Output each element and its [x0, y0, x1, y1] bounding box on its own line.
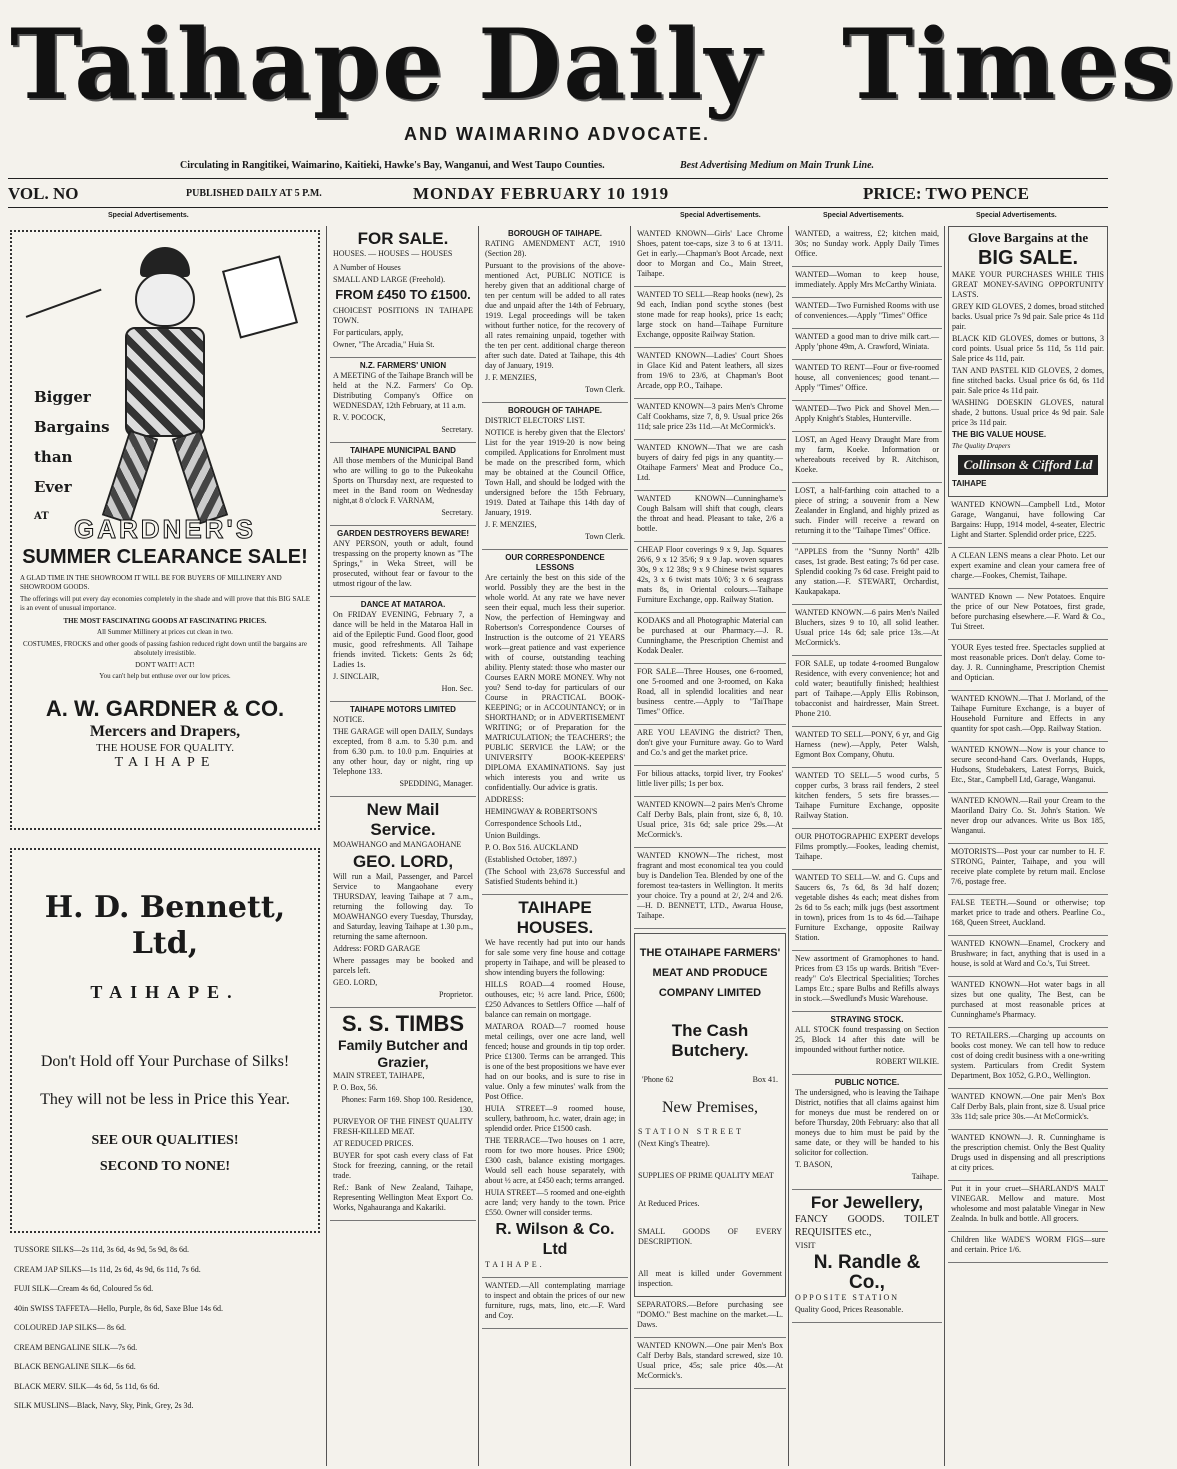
column-rule: [630, 226, 631, 1466]
slogan-line: Bargains: [34, 418, 110, 436]
advert-body: The undersigned, who is leaving the Taihape District, notifies that all claims against him for moneys due must be rendered on or before Thursday, 20th February: also that all moneys due to him must be paid by the same date, or they will be handed to his solicitor for collection.: [795, 1088, 939, 1157]
classified-ad: [948, 1232, 1108, 1263]
advert-line: At Reduced Prices.: [638, 1199, 700, 1208]
advert-body: FOR SALE—Three Houses, one 6-roomed, one 5-roomed and one 3-roomed, on Kaka Road, all in splendid localities and near business centre.—Apply to "TaiThape Times" Office.: [637, 667, 783, 716]
advert-line: (Established October, 1897.): [485, 855, 577, 864]
cartoon-arm: [26, 289, 105, 326]
advert-heading: GEO. LORD,: [352, 852, 454, 871]
advert-price: FROM £450 TO £1500.: [335, 287, 471, 302]
bennett-advert: [10, 848, 320, 1233]
silk-price-item: 40in SWISS TAFFETA—Hello, Purple, 8s 6d, Saxe Blue 14s 6d.: [14, 1303, 224, 1313]
classified-ad: [792, 360, 942, 401]
advert-body: WANTED—Two Furnished Rooms with use of conveniences.—Apply "Times" Office: [795, 301, 939, 320]
classified-ad: [948, 977, 1108, 1028]
garden-notice: [330, 526, 476, 597]
advert-body: Will run a Mail, Passenger, and Parcel Service to Mangaohane every THURSDAY, leaving Taihape at 7 a.m., returning the following day. To MOAWHANGO every Tuesday, Thursday, and Saturday, leaving Taihape at 1.30 p.m., returning the same afternoon.: [333, 872, 473, 941]
collinson-logo-caption: The Quality Drapers: [952, 442, 1011, 450]
advert-line: 'Phone 62: [642, 1075, 674, 1084]
advert-body: OUR PHOTOGRAPHIC EXPERT develops Films promptly.—Fookes, leading chemist, Taihape.: [795, 832, 939, 861]
advert-body: WANTED KNOWN—Cunninghame's Cough Balsam will shift that cough, clears the throat and head. Pleasant to take, 2/6 a bottle.: [637, 494, 783, 533]
advert-line: VISIT: [795, 1241, 816, 1250]
classified-ad: [634, 348, 786, 399]
advert-heading: OUR CORRESPONDENCE LESSONS: [505, 553, 605, 572]
farmers-union-notice: [330, 358, 476, 443]
classified-ad: [634, 725, 786, 766]
cartoon-newspaper: [222, 255, 298, 338]
silk-price-item: TUSSORE SILKS—2s 11d, 3s 6d, 4s 9d, 5s 9d, 8s 6d.: [14, 1245, 190, 1254]
special-label-3: Special Advertisements.: [823, 212, 904, 219]
classified-ad: [792, 226, 942, 267]
classified-ad: [948, 640, 1108, 691]
advert-body: WANTED TO SELL—PONY, 6 yr, and Gig Harness (new).—Apply, Peter Walsh, Egmont Box Company, Ohutu.: [795, 730, 939, 759]
advert-line: Union Buildings.: [485, 831, 541, 840]
qualities-line: SECOND TO NONE!: [99, 1159, 231, 1174]
column-4: [634, 226, 786, 1466]
correspondence-advert: [482, 550, 628, 895]
advert-heading: R. Wilson & Co. Ltd: [495, 1221, 615, 1258]
advert-body: MOTORISTS—Post your car number to H. F. STRONG, Painter, Taihape, and you will receive plate complete by return mail. Enclose 7/6, postage free.: [951, 847, 1105, 886]
advert-line: Address: FORD GARAGE: [333, 944, 421, 953]
slogan-line: than: [34, 448, 73, 466]
advert-line: (The School with 23,678 Successful and Satisfied Students behind it.): [485, 867, 625, 886]
advert-line: RATING AMENDMENT ACT, 1910 (Section 28).: [485, 239, 625, 258]
classified-ad: [634, 766, 786, 797]
house-listing: HUIA STREET—9 roomed house, scullery, bathroom, h.c. water, drain age; in splendid order. Price £1500 cash.: [485, 1104, 625, 1133]
advert-signature: J. F. MENZIES,: [485, 373, 537, 382]
silk-notice: Don't Hold off Your Purchase of Silks!: [40, 1053, 290, 1070]
classified-ad: [948, 895, 1108, 936]
advert-signature: ROBERT WILKIE.: [875, 1057, 939, 1066]
silk-price-item: CREAM JAP SILKS—1s 11d, 2s 6d, 4s 9d, 6s 11d, 7s 6d.: [14, 1264, 201, 1274]
column-rule: [478, 226, 479, 1466]
advert-line: HEMINGWAY & ROBERTSON'S: [485, 807, 598, 816]
advert-heading: N. Randle & Co.,: [813, 1252, 921, 1293]
house-listing: HUIA STREET—5 roomed and one-eighth acre land; very handy to the town. Price £550. Owner will consider terms.: [485, 1188, 625, 1217]
advert-signature: J. F. MENZIES,: [485, 520, 537, 529]
gardner-trade: Mercers and Drapers,: [89, 723, 241, 740]
advert-signature: J. SINCLAIR,: [333, 672, 380, 681]
advert-body: A MEETING of the Taihape Branch will be held at the N.Z. Farmers' Co Op. Distributing Company's Office on WEDNESDAY, 12th February, at 11 a.m.: [333, 371, 473, 410]
advert-body: On FRIDAY EVENING, February 7, a dance will be held in the Mataroa Hall in aid of the Epileptic Fund. Good floor, good music, good refreshments. All Taihape friends invited. Tickets: Gents 2s 6d; Ladies 1s.: [333, 610, 473, 669]
advert-line: P. O. Box, 56.: [333, 1083, 378, 1092]
advert-heading: TAIHAPE MUNICIPAL BAND: [350, 446, 456, 455]
advert-signature: Town Clerk.: [585, 385, 625, 394]
advert-body: WANTED KNOWN—Enamel, Crockery and Brushware; in fact, anything that is used in a house, is sold at Ward and Co.'s, Tui Street.: [951, 939, 1105, 968]
advert-body: WANTED KNOWN—That we are cash buyers of dairy fed pigs in any quantity.—Otaihape Farmers' Meat and Produce Co., Ltd.: [637, 443, 783, 482]
advert-body: A CLEAN LENS means a clear Photo. Let our expert examine and clean your camera free of charge.—Fookes, Chemist, Taihape.: [951, 551, 1105, 580]
classified-ad: [792, 656, 942, 727]
column-2: [330, 226, 476, 1466]
advert-body: SEPARATORS.—Before purchasing see "DOMO." Best machine on the market.—L. Daws.: [637, 1300, 783, 1329]
advert-body: YOUR Eyes tested free. Spectacles supplied at most reasonable prices. Don't delay. Come to-day. J. R. Cunninghame, Prescription Chemist and Optician.: [951, 643, 1105, 682]
circulation-line: Circulating in Rangitikei, Waimarino, Kaitieki, Hawke's Bay, Wanganui, and West Taupo Counties.: [180, 160, 605, 171]
advert-line: OPPOSITE STATION: [795, 1293, 900, 1302]
advert-body: "APPLES from the "Sunny North" 42lb cases, 1st grade. Best eating; 7s 6d per case. Splendid cooking 7s 6d case. Freight paid to any station.—F. STEWART, Orchardist, Kaukapakapa.: [795, 547, 939, 596]
slogan-line: Bigger: [34, 388, 91, 406]
advert-line: STATION STREET: [638, 1127, 745, 1136]
advert-body: WANTED—Two Pick and Shovel Men.—Apply Knight's Stables, Hunterville.: [795, 404, 939, 423]
silk-price-item: COLOURED JAP SILKS— 8s 6d.: [14, 1323, 126, 1332]
advert-body: WANTED KNOWN—Campbell Ltd., Motor Garage, Wanganui, have following Car Bargains: Hupp, 1914 model, 4-seater, Electric Light and Starter. Splendid order price, £225.: [951, 500, 1105, 539]
advert-line: MOAWHANGO and MANGAOHANE: [333, 840, 462, 849]
classified-ad: [948, 742, 1108, 793]
advert-heading: Family Butcher and Grazier,: [338, 1037, 468, 1070]
classified-ad: [792, 401, 942, 432]
special-label-4: Special Advertisements.: [976, 212, 1057, 219]
advert-heading: THE OTAIHAPE FARMERS': [639, 947, 781, 959]
advert-heading: FOR SALE.: [357, 229, 449, 248]
glove-sale-advert: [948, 226, 1108, 497]
classified-ad: [634, 613, 786, 664]
advert-body: Pursuant to the provisions of the above-mentioned Act, PUBLIC NOTICE is hereby given that an additional charge of ten per centum will be added to all rates due and unpaid after the 14th of February, 1919. Legal proceedings will be taken without further notice, for the recovery of all rates remaining unpaid, together with the ten per cent. additional charge thereon after such date. Dated at Taihape, this 4th day of January, 1919.: [485, 261, 625, 370]
advert-heading: New Premises,: [662, 1099, 758, 1116]
sale-body: COSTUMES, FROCKS and other goods of passing fashion reduced right down until the bargains are absolutely irresistible.: [23, 640, 307, 657]
advert-body: WANTED TO SELL—5 wood curbs, 5 copper curbs, 3 brass rail fenders, 2 steel kitchen fenders, 5 sets fire brasses.—Taihape Furniture Exchange, opposite Railway Station.: [795, 771, 939, 820]
classified-ad: [948, 1028, 1108, 1089]
glove-item: WASHING DOESKIN GLOVES, natural shade, 2 buttons. Usual price 4s 9d pair. Sale price 3s 11d pair.: [952, 398, 1104, 427]
sale-heading: SUMMER CLEARANCE SALE!: [22, 546, 308, 568]
electors-notice: [482, 403, 628, 550]
advert-signature: Secretary.: [441, 425, 473, 434]
classified-ad: [634, 491, 786, 542]
advert-body: WANTED KNOWN—Now is your chance to secure second-hand Cars. Overlands, Hupps, Hudsons, Studebakers, Latest Forrys, Buick, Etc., Star., Campbell Ltd, Garage, Wanganui.: [951, 745, 1105, 784]
classified-ad: [948, 497, 1108, 548]
bennett-town: TAIHAPE.: [90, 982, 240, 1002]
advert-body: All meat is killed under Government inspection.: [638, 1269, 782, 1288]
sale-body: DON'T WAIT! ACT!: [135, 661, 195, 669]
randle-advert: [792, 1190, 942, 1323]
cartoon-leg-right: [172, 430, 228, 525]
gardner-house: THE HOUSE FOR QUALITY.: [96, 742, 234, 754]
advert-line: (Next King's Theatre).: [638, 1139, 710, 1148]
advert-line: Where passages may be booked and parcels left.: [333, 956, 473, 975]
advert-body: Ref.: Bank of New Zealand, Taihape, Representing Wellington Meat Export Co. Works, Ngahauranga and Kakariki.: [333, 1183, 473, 1212]
houses-for-sale-advert: [330, 226, 476, 358]
advert-body: THE GARAGE will open DAILY, Sundays excepted, from 8 a.m. to 5.30 p.m. and from 6.30 p.m. to 10.0 p.m. Enquiries at any other hour, day or night, ring up Telephone 133.: [333, 727, 473, 776]
advert-signature: Town Clerk.: [585, 532, 625, 541]
classified-ad: [634, 542, 786, 613]
sale-body: The offerings will put every day economies completely in the shade and will prove that this BIG SALE is an event of unusual importance.: [20, 595, 310, 612]
sale-lead: A GLAD TIME IN THE SHOWROOM IT WILL BE FOR BUYERS OF MILLINERY AND SHOWROOM GOODS.: [20, 574, 282, 591]
volume-number: VOL. NO: [8, 184, 79, 203]
cartoon-face: [135, 272, 195, 327]
slogan-line: Ever: [34, 478, 72, 496]
band-notice: [330, 443, 476, 526]
advert-body: ARE YOU LEAVING the district? Then, don't give your Furniture away. Go to Ward and Co.'s and get the market price.: [637, 728, 783, 757]
classified-ad: [792, 483, 942, 544]
classified-ad: [634, 848, 786, 929]
advert-heading: TAIHAPE MOTORS LIMITED: [350, 705, 456, 714]
advert-body: WANTED KNOWN—Hot water bags in all sizes but one quality, The Best, can be purchased at most reasonable prices at Cunninghame's Pharmacy.: [951, 980, 1105, 1019]
classified-ad: [634, 226, 786, 287]
classified-ad: [792, 870, 942, 951]
classified-ad: [634, 664, 786, 725]
house-listing: HILLS ROAD—4 roomed House, outhouses, etc; ½ acre land. Price, £600; £250 Advances to Settlers Office —half of balance can remain on mortgage.: [485, 980, 625, 1019]
sale-body: THE MOST FASCINATING GOODS AT FASCINATING PRICES.: [63, 617, 267, 625]
advert-heading: For Jewellery,: [810, 1193, 924, 1212]
masthead-word-daily: Daily: [478, 8, 763, 121]
silk-price-item: CREAM BENGALINE SILK—7s 6d.: [14, 1342, 138, 1352]
column-6: [948, 226, 1108, 1466]
advert-body: WANTED.—All contemplating marriage to inspect and obtain the prices of our new furniture, rugs, mats, lino, etc.—F. Ward and Coy.: [485, 1281, 625, 1320]
silk-price-item: BLACK BENGALINE SILK—6s 6d.: [14, 1362, 136, 1371]
advert-body: FALSE TEETH.—Sound or otherwise; top market price to trade and others. Pearline Co., 168, Queen Street, Auckland.: [951, 898, 1105, 927]
advert-body: Put it in your cruet—SHARLAND'S MALT VINEGAR. Mellow and mature. Most wholesome and most palatable Vinegar in New Zealnda. In bulk and bottle. All grocers.: [951, 1184, 1105, 1223]
advert-signature: T. BASON,: [795, 1160, 833, 1169]
column-rule: [326, 226, 327, 1466]
advert-body: WANTED KNOWN.—6 pairs Men's Nailed Bluchers, sizes 9 to 10, all solid leather. Usual price 14s 6d; sale price 13s.—At McCormick's.: [795, 608, 939, 647]
advert-heading: TAIHAPE HOUSES.: [516, 898, 594, 937]
advert-body: WANTED KNOWN.—That J. Morland, of the Taihape Furniture Exchange, is a buyer of Household Furniture and Effects in any quantity for spot cash.—Opp. Railway Station.: [951, 694, 1105, 733]
classified-ad: [792, 951, 942, 1012]
classified-ad: [792, 544, 942, 605]
advert-body: NOTICE is hereby given that the Electors' List for the year 1919-20 is now being compiled. Applications for Enrolment must be made on the prescribed form, which may be obtained at the Council Office, Town Hall, and should be lodged with the undersigned before the 15th February, 1919. Dated at Taihape this 14th day of January, 1919.: [485, 428, 625, 517]
silk-price-item: SILK MUSLINS—Black, Navy, Sky, Pink, Grey, 2s 3d.: [14, 1401, 194, 1410]
classified-ad: [792, 768, 942, 829]
advert-body: WANTED KNOWN—3 pairs Men's Chrome Calf Cookhams, size 7, 8, 9. Usual price 26s 11d; sale price 23s 11d.—At McCormick's.: [637, 402, 783, 431]
masthead: [0, 0, 1177, 150]
straying-stock-notice: [792, 1012, 942, 1075]
advert-heading: Glove Bargains at the: [967, 230, 1089, 245]
advert-body: WANTED TO SELL—Reap hooks (new), 2s 9d each, Indian pond scythe stones (best stone made for reap hooks), price 1s each; large stock on hand—Taihape Furniture Exchange, opposite Railway Station.: [637, 290, 783, 339]
advert-body: CHEAP Floor coverings 9 x 9, Jap. Squares 26/6, 9 x 12 35/6; 9 x 9 Jap. woven squares 30s, 9 x 12 38s; 9 x 9 Chinese twist squares 42s, 3 x 6 twist mats 10/6; 3 x 6 seagrass mats 8s, in Oriental colours.—Taihape Furniture Exchange, opp. Railway Station.: [637, 545, 783, 604]
butchery-advert: [634, 933, 786, 1297]
dateline: [8, 184, 1108, 206]
silk-price-list: [14, 1240, 320, 1460]
classified-ad: [948, 691, 1108, 742]
advert-body: All those members of the Municipal Band who are willing to go to the Pukeokahu Sports on Thursday next, are requested to meet in the Band room on Wednesday night,at 8 o'clock F. VARNAM,: [333, 456, 473, 505]
bennett-firm: H. D. Bennett, Ltd,: [44, 890, 286, 961]
advert-body: WANTED—Woman to keep house, immediately. Apply Mrs McCarthy Winiata.: [795, 270, 939, 289]
advert-heading: S. S. TIMBS: [341, 1011, 465, 1036]
special-label-1: Special Advertisements.: [108, 212, 189, 219]
advert-signature: Proprietor.: [439, 990, 473, 999]
advert-body: WANTED KNOWN.—One pair Men's Box Calf Derby Bals, standard screwed, size 10. Usual price, 45s; sale price 40s.—At McCormick's.: [637, 1341, 783, 1380]
silk-price-item: BLACK MERV. SILK—4s 6d, 5s 11d, 6s 6d.: [14, 1381, 160, 1391]
collinson-logo: Collinson & Cifford Ltd: [958, 455, 1098, 475]
advertising-line: Best Advertising Medium on Main Trunk Line.: [680, 160, 875, 171]
classified-ad: [634, 1297, 786, 1338]
advert-line: SUPPLIES OF PRIME QUALITY MEAT: [638, 1171, 774, 1180]
advert-body: WANTED TO RENT—Four or five-roomed house, all conveniences; good tenant.—Apply "Times" Office.: [795, 363, 939, 392]
cartoon-leg-left: [102, 430, 158, 525]
cartoon-body: [125, 327, 205, 437]
silk-price-item: FUJI SILK—Cream 4s 6d, Coloured 5s 6d.: [14, 1284, 154, 1293]
classified-ad: [792, 329, 942, 360]
advert-line: Correspondence Schools Ltd.,: [485, 819, 582, 828]
advert-body: FOR SALE, up todate 4-roomed Bungalow Residence, with every convenience; hot and cold water; beautifully finished; healthiest part of Taihape.—Apply Ellis Robinson, tobacconist and hairdresser, Main Street. Phone 210.: [795, 659, 939, 718]
advert-heading: BOROUGH OF TAIHAPE.: [507, 229, 603, 238]
advert-body: WANTED KNOWN.—Rail your Cream to the Maoriland Dairy Co. St. John's Station. We never drop our advances. Write us Box 185, Wanganui.: [951, 796, 1105, 835]
classified-ad: [948, 936, 1108, 977]
advert-body: ALL STOCK found trespassing on Section 25, Block 14 after this date will be impounded without further notice.: [795, 1025, 939, 1054]
advert-heading: DANCE AT MATAROA.: [360, 600, 446, 609]
advert-line: SMALL AND LARGE (Freehold).: [333, 275, 446, 284]
house-listing: THE TERRACE—Two houses on 1 acre, room for two more houses. Price £900; £300 cash, balance existing mortgages. Would sell each house separately, with about ½ acre, at £450 each; terms arranged.: [485, 1136, 625, 1185]
advert-signature: Secretary.: [441, 508, 473, 517]
advert-line: THE BIG VALUE HOUSE.: [952, 430, 1047, 439]
public-notice: [792, 1075, 942, 1190]
advert-heading: The Cash Butchery.: [671, 1021, 749, 1060]
classified-ad: [948, 1181, 1108, 1232]
column-5: [792, 226, 942, 1466]
rule-bottom: [8, 207, 1108, 208]
advert-line: MAKE YOUR PURCHASES WHILE THIS GREAT MONEY-SAVING OPPORTUNITY LASTS.: [952, 270, 1104, 299]
advert-body: WANTED a good man to drive milk cart.—Apply 'phone 49m, A. Crawford, Winiata.: [795, 332, 939, 351]
advert-line: TAIHAPE.: [485, 1260, 545, 1269]
advert-line: TAIHAPE: [952, 479, 987, 488]
advert-heading: GARDEN DESTROYERS BEWARE!: [336, 529, 469, 538]
advert-body: New assortment of Gramophones to hand. Prices from £3 15s up wards. British "Ever-ready" Co's Electrical Specialities; Torches Lamps Etc.; spare Bulbs and Refills always in stock.—Swedlund's Music Warehouse.: [795, 954, 939, 1003]
silk-notice: They will not be less in Price this Year.: [40, 1091, 290, 1108]
advert-body: KODAKS and all Photographic Material can be purchased at our Pharmacy.—J. R. Cunninghame, the Prescription Chemist and Kodak Dealer.: [637, 616, 783, 655]
taihape-houses-advert: [482, 895, 628, 1278]
advert-line: A Number of Houses: [333, 263, 401, 272]
advert-line: AT REDUCED PRICES.: [333, 1139, 414, 1148]
advert-body: WANTED KNOWN—Girls' Lace Chrome Shoes, patent toe-caps, size 3 to 6 at 13/11. Get in early.—Chapman's Boot Arcade, next door to Morgan and Co., Main Street, Taihape.: [637, 229, 783, 278]
classified-ad: [948, 793, 1108, 844]
advert-line: CHOICEST POSITIONS IN TAIHAPE TOWN.: [333, 306, 473, 325]
gardner-heading: GARDNER'S: [74, 514, 256, 544]
special-label-2: Special Advertisements.: [680, 212, 761, 219]
gardner-town: TAIHAPE: [114, 755, 216, 770]
advert-body: Children like WADE'S WORM FIGS—sure and certain. Price 1/6.: [951, 1235, 1105, 1254]
column-3: [482, 226, 628, 1466]
advert-body: WANTED KNOWN—2 pairs Men's Chrome Calf Derby Bals, plain front, size 6, 8, 10. Usual price, 31s 6d; sale price 29s.—At McCormick's.: [637, 800, 783, 839]
advert-body: Are certainly the best on this side of the world. Possibly they are the best in the whole world. At any rate we have never seen their equal, much less their superior. Now, the perfection of Hemingway and Robertson's Correspondence Courses of Instruction is the outcome of 21 YEARS work—great patience and vast experience with of course, outstanding teaching ability. Plenty stated: those who master our Courses EARN MORE MONEY. Why not you? Send to-day for particulars of our Course in PRACTICAL BOOK-KEEPING; or in ACCOUNTANCY; or in SHORTHAND; or in ADVERTISEMENT WRITING; or of Preparation for the MATRICULATION; the TEACHERS'; the PUBLIC SERVICE the LAW; or the UNIVERSITY BOOK-KEEPERS' DIPLOMA EXAMINATIONS. Say just which interests you and write us confidentially. Our advice is gratis.: [485, 573, 625, 792]
advert-body: WANTED KNOWN—Ladies' Court Shoes in Glace Kid and Patent leathers, all sizes from 19/6 to 23/6, at Chapman's Boot Arcade, opp P.O., Taihape.: [637, 351, 783, 390]
glove-item: TAN AND PASTEL KID GLOVES, 2 domes, fine stitched backs. Usual price 6s 6d, 6s 11d pair. Sale price 4s 11d pair.: [952, 366, 1104, 395]
issue-date: MONDAY FEBRUARY 10 1919: [413, 184, 670, 203]
advert-heading: PUBLIC NOTICE.: [834, 1078, 900, 1087]
classified-ad: [948, 1089, 1108, 1130]
advert-body: WANTED KNOWN.—One pair Men's Box Calf Derby Bals, plain front, size 8. Usual price 33s 11d; sale price 30s.—At McCormick's.: [951, 1092, 1105, 1121]
advert-line: Phones: Farm 169. Shop 100. Residence, 130.: [341, 1095, 473, 1114]
classified-ad: [792, 727, 942, 768]
advert-line: P. O. Box 516. AUCKLAND: [485, 843, 579, 852]
advert-body: LOST, a half-farthing coin attached to a piece of string; a souvenir from a New Zealander in England, and highly prized as such. Finder will receive a reward on returning it to the "Taihape Times" Office.: [795, 486, 939, 535]
timbs-advert: [330, 1008, 476, 1221]
issue-price: PRICE: TWO PENCE: [863, 184, 1029, 203]
advert-line: ADDRESS:: [485, 795, 524, 804]
rule-top: [8, 178, 1108, 179]
advert-signature: SPEDDING, Manager.: [399, 779, 473, 788]
advert-body: WANTED TO SELL—W. and G. Cups and Saucers 6s, 7s 6d, 8s 3d half dozen; vegetable dishes 4s each; meat dishes from 2s 6d to 5s each; milk jugs (best assortment in town), prices from 1s to 4s 6d.—Taihape Furniture Exchange, opposite Railway Station.: [795, 873, 939, 942]
advert-body: WANTED KNOWN—The richest, most fragrant and most economical tea you could buy is Dandelion Tea. Blended by one of the foremost tea-tasters in Wellington. It merits your choice. Try a pound at 2/, 2/4 and 2/6.—H. D. BENNETT, LTD., Awarua House, Taihape.: [637, 851, 783, 920]
classified-ad: [482, 1278, 628, 1329]
classified-ad: [634, 1338, 786, 1389]
bargain-slogan: [34, 382, 110, 532]
advert-body: WANTED Known — New Potatoes. Enquire the price of our New Potatoes, first grade, before purchasing elsewhere.—F. Ward & Co., Tui Street.: [951, 592, 1105, 631]
column-rule: [944, 226, 945, 1466]
advert-body: LOST, an Aged Heavy Draught Mare from my farm, Koeke. Information or whereabouts received by R. Aitchison, Koeke.: [795, 435, 939, 474]
advert-heading: STRAYING STOCK.: [830, 1015, 904, 1024]
classified-ad: [792, 267, 942, 298]
advert-line: Quality Good, Prices Reasonable.: [795, 1305, 904, 1314]
sale-body: You can't help but enthuse over our low prices.: [99, 672, 231, 680]
masthead-subtitle: AND WAIMARINO ADVOCATE.: [404, 124, 710, 144]
advert-signature: Taihape.: [911, 1172, 939, 1181]
advert-line: SMALL GOODS OF EVERY DESCRIPTION.: [638, 1227, 782, 1246]
classified-ad: [948, 1130, 1108, 1181]
advert-line: For particulars, apply,: [333, 328, 404, 337]
glove-item: BLACK KID GLOVES, domes or buttons, 3 cord points. Usual price 5s 11d, 5s 11d pair. Sale price 4s 11d, pair.: [952, 334, 1104, 363]
advert-body: WANTED KNOWN—J. R. Cunninghame is the prescription chemist. Only the Best Quality Drugs used in dispensing and all prescriptions at city prices.: [951, 1133, 1105, 1172]
published-note: PUBLISHED DAILY AT 5 P.M.: [186, 188, 322, 199]
dance-notice: [330, 597, 476, 702]
mail-service-advert: [330, 797, 476, 1008]
advert-line: Owner, "The Arcadia," Huia St.: [333, 340, 435, 349]
advert-body: We have recently had put into our hands for sale some very fine house and cottage property in Taihape, and will be pleased to show intending buyers the following:: [485, 938, 625, 977]
advert-heading: COMPANY LIMITED: [658, 987, 762, 999]
advert-body: For bilious attacks, torpid liver, try Fookes' little liver pills; 1s per box.: [637, 769, 783, 788]
advert-heading: BIG SALE.: [977, 247, 1078, 269]
advert-body: WANTED, a waitress, £2; kitchen maid, 30s; no Sunday work. Apply Daily Times Office.: [795, 229, 939, 258]
classified-ad: [792, 298, 942, 329]
advert-heading: BOROUGH OF TAIHAPE.: [507, 406, 603, 415]
house-listing: MATAROA ROAD—7 roomed house metal ceilings, over one acre land, well fenced; house and grounds in tip top order. Price £1300. Terms can be arranged. This is one of the best propositions we have ever had on our books, and is sure to rise in value. Only a few minutes' walk from the Post Office.: [485, 1022, 625, 1101]
classified-ad: [634, 797, 786, 848]
gardner-advert: [10, 230, 320, 830]
motors-notice: [330, 702, 476, 797]
advert-body: ANY PERSON, youth or adult, found trespassing on the property known as "The Springs," in Weka Street, will be prosecuted, without fear or favour to the utmost rigour of the law.: [333, 539, 473, 588]
advert-body: BUYER for spot cash every class of Fat Stock for freezing, canning, or the retail trade.: [333, 1151, 473, 1180]
advert-line: HOUSES. — HOUSES — HOUSES: [333, 249, 453, 258]
sale-body: All Summer Millinery at prices cut clean in two.: [97, 628, 233, 636]
classified-ad: [948, 548, 1108, 589]
qualities-line: SEE OUR QUALITIES!: [91, 1133, 239, 1148]
gardner-firm: A. W. GARDNER & CO.: [45, 696, 285, 721]
advert-line: FANCY GOODS. TOILET REQUISITES etc.,: [795, 1214, 939, 1238]
classified-ad: [948, 589, 1108, 640]
advert-signature: GEO. LORD,: [333, 978, 378, 987]
masthead-word-times: Times: [842, 8, 1177, 121]
classified-ad: [792, 829, 942, 870]
classified-ad: [634, 287, 786, 348]
glove-item: GREY KID GLOVES, 2 domes, broad stitched backs. Usual price 7s 9d pair. Sale price 4s 11d pair.: [952, 302, 1104, 331]
advert-body: TO RETAILERS.—Charging up accounts on books cost money. We can tell how to reduce cost of doing credit business with a one-writing system. Particulars from Credit System Department, Box 1052, G.P.O., Wellington.: [951, 1031, 1105, 1080]
rating-notice: [482, 226, 628, 403]
column-rule: [788, 226, 789, 1466]
slogan-line: AT: [34, 511, 49, 522]
advert-line: MAIN STREET, TAIHAPE,: [333, 1071, 425, 1080]
classified-ad: [634, 399, 786, 440]
classified-ad: [948, 844, 1108, 895]
advert-line: Box 41.: [752, 1075, 778, 1084]
advert-signature: R. V. POCOCK,: [333, 413, 386, 422]
advert-line: PURVEYOR OF THE FINEST QUALITY FRESH-KILLED MEAT.: [333, 1117, 473, 1136]
classified-ad: [634, 440, 786, 491]
advert-line: DISTRICT ELECTORS' LIST.: [485, 416, 585, 425]
advert-signature: Hon. Sec.: [441, 684, 473, 693]
classified-ad: [792, 432, 942, 483]
advert-heading: N.Z. FARMERS' UNION: [359, 361, 447, 370]
advert-heading: MEAT AND PRODUCE: [652, 967, 768, 979]
advert-heading: New Mail Service.: [366, 800, 440, 839]
masthead-word-taihape: Taihape: [10, 8, 446, 121]
classified-ad: [792, 605, 942, 656]
advert-line: NOTICE.: [333, 715, 365, 724]
